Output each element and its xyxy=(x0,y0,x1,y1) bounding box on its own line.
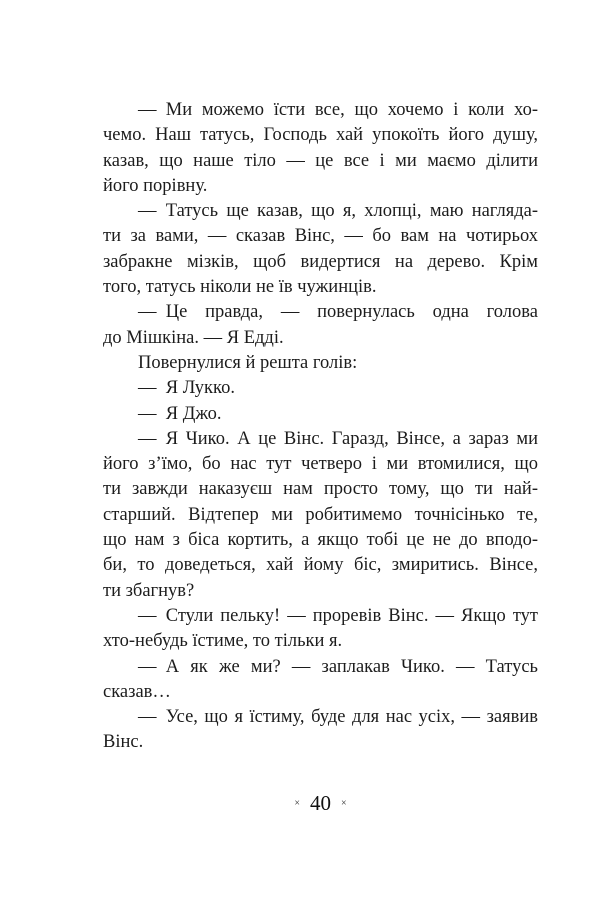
text-line: ти за вами, — сказав Вінс, — бо вам на чотирьох xyxy=(103,226,538,247)
text-line: — Я Джо. xyxy=(138,403,222,424)
text-line: — Усе, що я їстиму, буде для нас усіх, — заявив xyxy=(138,707,538,728)
text-line: забракне мізків, щоб видертися на дерево. Крім xyxy=(103,251,538,272)
text-line: — Татусь ще казав, що я, хлопці, маю нагляда- xyxy=(138,201,538,222)
text-line: хто-небудь їстиме, то тільки я. xyxy=(103,631,343,652)
text-line: — Стули пельку! — проревів Вінс. — Якщо тут xyxy=(138,605,538,626)
footer-right-ornament-icon: × xyxy=(341,798,347,809)
text-line: би, то доведеться, хай йому біс, змиритись. Вінсе, xyxy=(103,555,538,576)
text-line: сказав… xyxy=(103,681,171,702)
page-number: 40 xyxy=(310,790,331,815)
text-line: Вінс. xyxy=(103,732,144,753)
page-footer xyxy=(103,790,538,816)
footer-left-ornament-icon: × xyxy=(294,798,300,809)
text-line: його з’їмо, бо нас тут четверо і ми втомилися, що xyxy=(103,454,538,475)
text-line: до Мішкіна. — Я Едді. xyxy=(103,327,284,348)
text-line: Повернулися й решта голів: xyxy=(138,352,358,373)
text-line: ти збагнув? xyxy=(103,580,195,601)
text-line: — Ми можемо їсти все, що хочемо і коли хо- xyxy=(138,100,538,120)
text-line: — Це правда, — повернулась одна голова xyxy=(138,302,538,323)
text-line: — Я Чико. А це Вінс. Гаразд, Вінсе, а зараз ми xyxy=(138,428,538,449)
text-line: — Я Лукко. xyxy=(138,378,235,399)
text-line: чемо. Наш татусь, Господь хай упокоїть його душу, xyxy=(103,125,538,146)
text-line: казав, що наше тіло — це все і ми маємо ділити xyxy=(103,150,538,171)
text-line: того, татусь ніколи не їв чужинців. xyxy=(103,277,377,298)
text-line: що нам з біса кортить, а якщо тобі це не до вподо- xyxy=(103,530,538,551)
text-line: його порівну. xyxy=(103,175,208,196)
text-line: старший. Відтепер ми робитимемо точнісінько те, xyxy=(103,504,538,525)
text-line: — А як же ми? — заплакав Чико. — Татусь xyxy=(138,656,538,677)
page-text xyxy=(103,98,538,756)
text-line: ти завжди наказуєш нам просто тому, що ти най- xyxy=(103,479,538,500)
